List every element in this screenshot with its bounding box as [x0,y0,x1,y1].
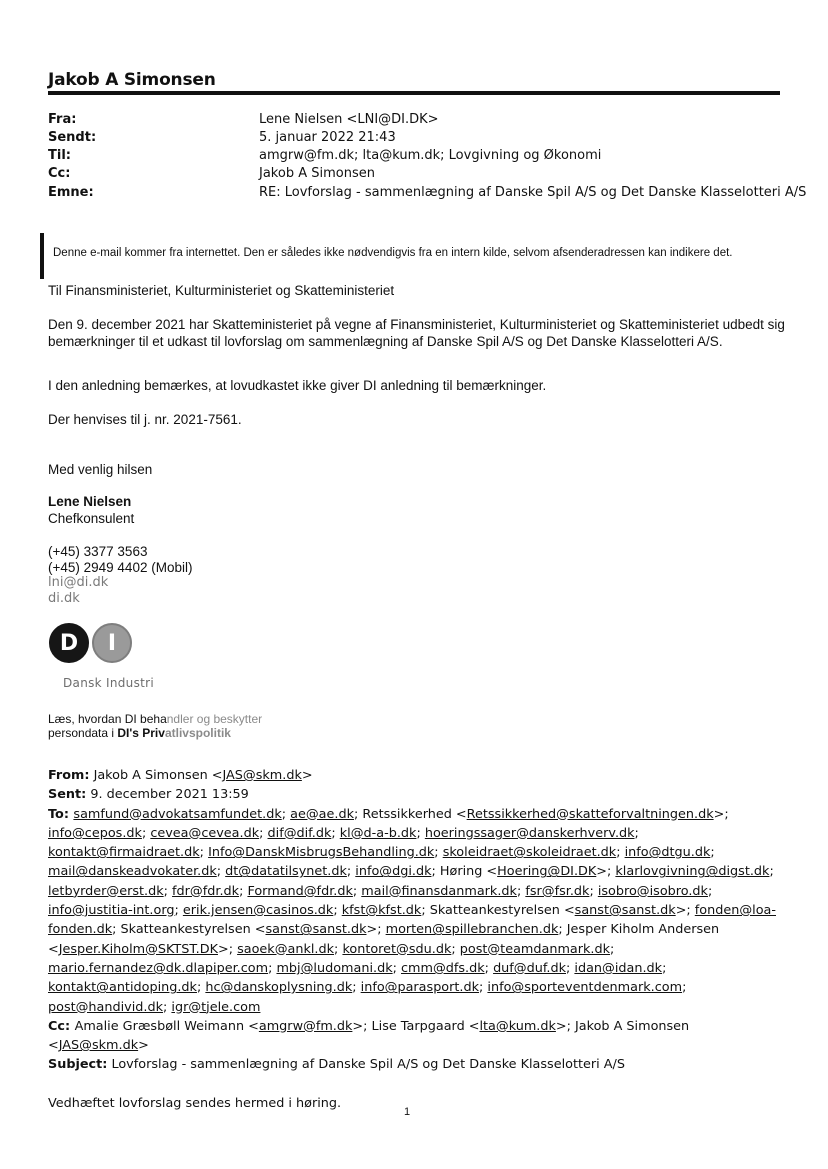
to-line [48,805,784,824]
email-link[interactable]: igr@tjele.com [171,999,261,1015]
email-link[interactable]: info@parasport.dk [360,980,480,996]
fwd-sent-value: 9. december 2021 13:59 [90,787,249,803]
email-link[interactable]: fonden@loa- [694,903,776,919]
recipient-text: ; Retssikkerhed < [354,806,467,822]
logo-caption: Dansk Industri [63,676,155,690]
email-link[interactable]: hoeringssager@danskerhverv.dk [424,825,635,841]
email-link[interactable]: kontakt@antidoping.dk [48,980,197,996]
fwd-closing: Vedhæftet lovforslag sendes hermed i høring. [48,1095,342,1111]
body-paragraph-2: I den anledning bemærkes, at lovudkastet ikke giver DI anledning til bemærkninger. [48,378,547,393]
to-value: amgrw@fm.dk; lta@kum.dk; Lovgivning og Økonomi [259,148,602,163]
email-link[interactable]: fdr@fdr.dk [172,883,240,899]
email-link[interactable]: letbyrder@erst.dk [48,883,164,899]
email-link[interactable]: isobro@isobro.dk [597,883,708,899]
recipient-text: ; [682,980,687,996]
to-line [48,862,784,881]
email-link[interactable]: dt@datatilsynet.dk [225,864,347,880]
recipient-text: ; [484,960,494,976]
subject-value: RE: Lovforslag - sammenlægning af Danske Spil A/S og Det Danske Klasselotteri A/S [259,185,807,200]
email-link[interactable]: samfund@advokatsamfundet.dk [73,806,282,822]
email-link[interactable]: kontakt@firmaidraet.dk [48,845,200,861]
recipient-text: ; [416,825,425,841]
recipient-text: ; [331,825,340,841]
fwd-from-label: From: [48,768,90,783]
body-paragraph-1: Den 9. december 2021 har Skatteministeriet på vegne af Finansministeriet, Kulturministeriet og Skatteministeriet udbedt sig bemærkninger til et udkast til lovforslag om sammenlægning af Danske Spil A/S og Det Danske Klasselotteri A/S. [48,317,785,349]
recipient-text: ; [196,980,206,996]
email-link[interactable]: erik.jensen@casinos.dk [182,903,334,919]
document-title: Jakob A Simonsen [48,70,216,90]
email-link[interactable]: morten@spillebranchen.dk [385,922,559,938]
recipient-text: ; [434,845,443,861]
to-label: Til: [48,148,71,163]
fwd-sent-line [48,785,784,804]
fwd-sent-label: Sent: [48,787,87,803]
email-link[interactable]: info@dtgu.dk [624,845,711,861]
recipient-text: >; [713,806,729,822]
recipient-text: ; Jesper Kiholm Andersen [558,922,720,938]
privacy-line-2 [48,726,231,740]
email-link[interactable]: fsr@fsr.dk [525,883,590,899]
recipient-text: ; [610,941,615,957]
to-line [48,998,784,1017]
to-line [48,901,784,920]
privacy-link-a[interactable]: DI's Priv [117,726,165,740]
di-logo-d-icon: D [49,623,89,663]
fwd-subject-value: Lovforslag - sammenlægning af Danske Spil A/S og Det Danske Klasselotteri A/S [111,1057,625,1073]
email-link[interactable]: klarlovgivning@digst.dk [615,864,770,880]
recipient-text: ; [259,825,268,841]
to-line [48,920,784,939]
recipient-text: ; [346,864,356,880]
recipient-text: ; [216,864,226,880]
email-link[interactable]: fonden.dk [48,922,113,938]
to-line [48,978,784,997]
recipient-text: >; [596,864,616,880]
privacy-line-1-b: ndler og beskytter [166,712,263,726]
from-value: Lene Nielsen <LNI@DI.DK> [259,112,439,127]
recipient-text: ; [268,960,277,976]
fwd-to-label: To: [48,806,74,822]
signature-email[interactable]: lni@di.dk [48,575,109,590]
email-link[interactable]: Formand@fdr.dk [247,883,353,899]
recipient-text: Amalie Græsbøll Weimann < [74,1018,259,1034]
email-link[interactable]: amgrw@fm.dk [258,1018,353,1034]
email-link[interactable]: info@justitia-int.org [48,903,175,919]
email-link[interactable]: post@teamdanmark.dk [459,941,611,957]
recipient-text: ; [710,845,715,861]
email-link[interactable]: Retssikkerhed@skatteforvaltningen.dk [466,806,714,822]
recipient-text: ; [163,999,172,1015]
fwd-cc-label: Cc: [48,1018,75,1034]
subject-label: Emne: [48,185,94,200]
email-link[interactable]: skoleidraet@skoleidraet.dk [442,845,617,861]
recipient-text: ; [333,903,342,919]
email-link[interactable]: Hoering@DI.DK [497,864,597,880]
email-link[interactable]: idan@idan.dk [574,960,663,976]
to-line [48,824,784,843]
recipient-text: ; [707,883,713,899]
recipient-text: ; [634,825,639,841]
title-rule [48,91,780,95]
recipient-text: ; [479,980,488,996]
recipient-text: ; [163,883,173,899]
recipient-text: ; Skatteankestyrelsen < [421,903,575,919]
recipient-text: >; [217,941,238,957]
to-line [48,882,784,901]
email-link[interactable]: sanst@sanst.dk [574,903,676,919]
to-line [48,959,784,978]
external-notice: Denne e-mail kommer fra internettet. Den er således ikke nødvendigvis fra en intern kilde, selvom afsenderadressen kan indikere det. [53,247,733,259]
cc-label: Cc: [48,166,71,181]
email-link[interactable]: info@cepos.dk [48,825,142,841]
fwd-from-line [48,766,784,785]
body-paragraph-3: Der henvises til j. nr. 2021-7561. [48,412,242,427]
recipient-text: >; [366,922,386,938]
recipient-text: > [138,1038,149,1054]
recipient-text: ; [334,941,343,957]
privacy-link-b[interactable]: atlivspolitik [164,726,231,740]
email-link[interactable]: kontoret@sdu.dk [342,941,452,957]
recipient-text: >; [675,903,695,919]
sent-label: Sendt: [48,130,97,145]
privacy-line-2-a: persondata i [48,726,118,740]
recipient-text: ; [281,806,291,822]
email-link[interactable]: ae@ae.dk [290,806,354,822]
recipient-text: ; [589,883,598,899]
email-link[interactable]: kfst@kfst.dk [341,903,422,919]
email-link[interactable]: mail@danskeadvokater.dk [48,864,217,880]
to-line [48,940,784,959]
email-link[interactable]: sanst@sanst.dk [265,922,367,938]
recipient-text: ; [141,825,151,841]
email-link[interactable]: JAS@skm.dk [58,1038,139,1054]
signature-role: Chefkonsulent [48,511,135,526]
signature-name: Lene Nielsen [48,494,132,509]
recipient-text: ; [352,883,362,899]
recipient-text: ; [516,883,526,899]
greeting: Til Finansministeriet, Kulturministeriet og Skatteministeriet [48,283,395,298]
notice-bar [40,233,44,279]
fwd-cc-line [48,1017,784,1056]
email-link[interactable]: lta@kum.dk [479,1018,556,1034]
closing: Med venlig hilsen [48,462,153,477]
recipient-text: ; [174,903,183,919]
signature-phone: (+45) 3377 3563 [48,544,148,559]
email-link[interactable]: mail@finansdanmark.dk [361,883,517,899]
email-link[interactable]: post@handivid.dk [48,999,164,1015]
email-link[interactable]: dif@dif.dk [267,825,332,841]
recipient-text: ; Høring < [431,864,498,880]
email-link[interactable]: Jesper.Kiholm@SKTST.DK [58,941,218,957]
recipient-text: ; [769,864,774,880]
from-label: Fra: [48,112,77,127]
signature-web[interactable]: di.dk [48,591,80,606]
fwd-to-block [48,805,784,1017]
email-link[interactable]: duf@duf.dk [493,960,567,976]
email-link[interactable]: hc@danskoplysning.dk [205,980,353,996]
sent-value: 5. januar 2022 21:43 [259,130,396,145]
email-link[interactable]: saoek@ankl.dk [237,941,335,957]
fwd-from-end: > [301,768,313,783]
recipient-text: ; [392,960,401,976]
recipient-text: >; Lise Tarpgaard < [352,1018,480,1034]
privacy-line-1-a: Læs, hvordan DI beha [48,712,167,726]
recipient-text: ; [239,883,248,899]
to-line [48,843,784,862]
fwd-from-name: Jakob A Simonsen < [93,768,223,783]
page-number: 1 [404,1106,411,1118]
email-link[interactable]: cmm@dfs.dk [401,960,485,976]
email-link[interactable]: Info@DanskMisbrugsBehandling.dk [208,845,435,861]
fwd-from-email[interactable]: JAS@skm.dk [222,768,302,783]
signature-mobile: (+45) 2949 4402 (Mobil) [48,560,193,575]
fwd-subject-line [48,1055,784,1074]
recipient-text: ; Skatteankestyrelsen < [112,922,266,938]
recipient-text: ; [451,941,460,957]
email-link[interactable]: mbj@ludomani.dk [276,960,393,976]
recipient-text: < [48,941,59,957]
fwd-subject-label: Subject: [48,1057,108,1073]
email-link[interactable]: kl@d-a-b.dk [339,825,417,841]
recipient-text: >; Jakob A Simonsen < [48,1018,690,1054]
di-logo-i-icon: I [92,623,132,663]
email-link[interactable]: cevea@cevea.dk [150,825,260,841]
recipient-text: ; [352,980,361,996]
cc-value: Jakob A Simonsen [259,166,375,181]
recipient-text: ; [566,960,575,976]
email-link[interactable]: info@dgi.dk [355,864,432,880]
forwarded-message [48,766,784,1113]
recipient-text: ; [199,845,209,861]
email-link[interactable]: info@sporteventdenmark.com [487,980,683,996]
privacy-line-1 [48,712,262,726]
recipient-text: ; [662,960,667,976]
email-link[interactable]: mario.fernandez@dk.dlapiper.com [48,960,269,976]
recipient-text: ; [616,845,625,861]
